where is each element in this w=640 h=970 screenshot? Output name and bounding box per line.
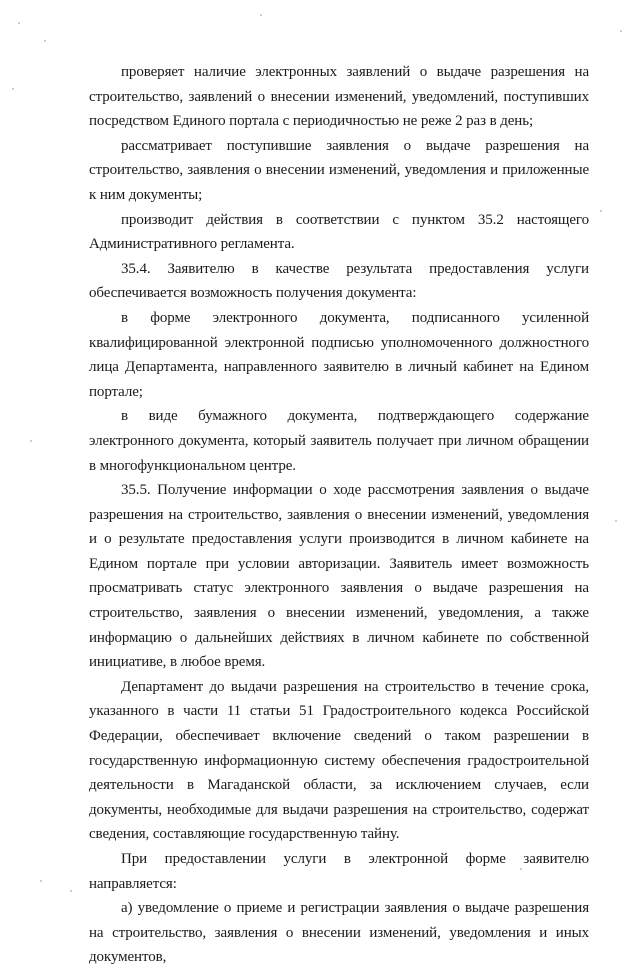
paragraph-check-applications: проверяет наличие электронных заявлений о выдаче разрешения на строительство, заявлений о внесении изменений, уведомлений, поступивших посредством Единого портала с периодичностью не реже 2 раз в день; [89,64,589,130]
scan-speck [615,520,617,522]
paragraph-35-5: 35.5. Получение информации о ходе рассмотрения заявления о выдаче разрешения на строительство, заявления о внесении изменений, уведомления и о результате предоставления услуги производится в личном кабинете на Едином портале при условии авторизации. Заявитель имеет возможность просматривать статус электронного заявления о выдаче разрешения на строительство, заявления о внесении изменений, уведомления, а также информацию о дальнейших действиях в личном кабинете по собственной инициативе, в любое время. [89,482,589,671]
scan-speck [70,890,72,892]
paragraph-35-4: 35.4. Заявителю в качестве результата предоставления услуги обеспечивается возможность получения документа: [89,260,589,302]
scan-speck [40,880,42,882]
paragraph-review-applications: рассматривает поступившие заявления о выдаче разрешения на строительство, заявления о внесении изменений, уведомления и приложенные к ним документы; [89,137,589,203]
scan-speck [520,868,522,870]
scan-speck [12,88,14,90]
document-body [89,60,589,970]
scan-speck [18,22,20,24]
paragraph-electronic-service: При предоставлении услуги в электронной форме заявителю направляется: [89,851,589,892]
scan-speck [44,40,46,42]
scan-speck [600,210,602,212]
paragraph-department: Департамент до выдачи разрешения на строительство в течение срока, указанного в части 11 статьи 51 Градостроительного кодекса Российской Федерации, обеспечивает включение сведений о таком разрешении в государственную информационную систему обеспечения градостроительной деятельности в Магаданской области, за исключением случаев, если документы, необходимые для выдачи разрешения на строительство, содержат сведения, составляющие государственную тайну. [89,678,589,843]
scan-speck [30,440,32,442]
paragraph-paper-form: в виде бумажного документа, подтверждающего содержание электронного документа, который заявитель получает при личном обращении в многофункциональном центре. [89,408,589,474]
scan-speck [260,14,262,16]
paragraph-notification-a: а) уведомление о приеме и регистрации заявления о выдаче разрешения на строительство, заявления о внесении изменений, уведомления и иных документов, [89,900,589,966]
paragraph-electronic-form: в форме электронного документа, подписанного усиленной квалифицированной электронной подписью уполномоченного должностного лица Департамента, направленного заявителю в личный кабинет на Едином портале; [89,309,589,400]
scan-speck [620,30,622,32]
paragraph-perform-actions: производит действия в соответствии с пунктом 35.2 настоящего Административного регламента. [89,211,589,253]
